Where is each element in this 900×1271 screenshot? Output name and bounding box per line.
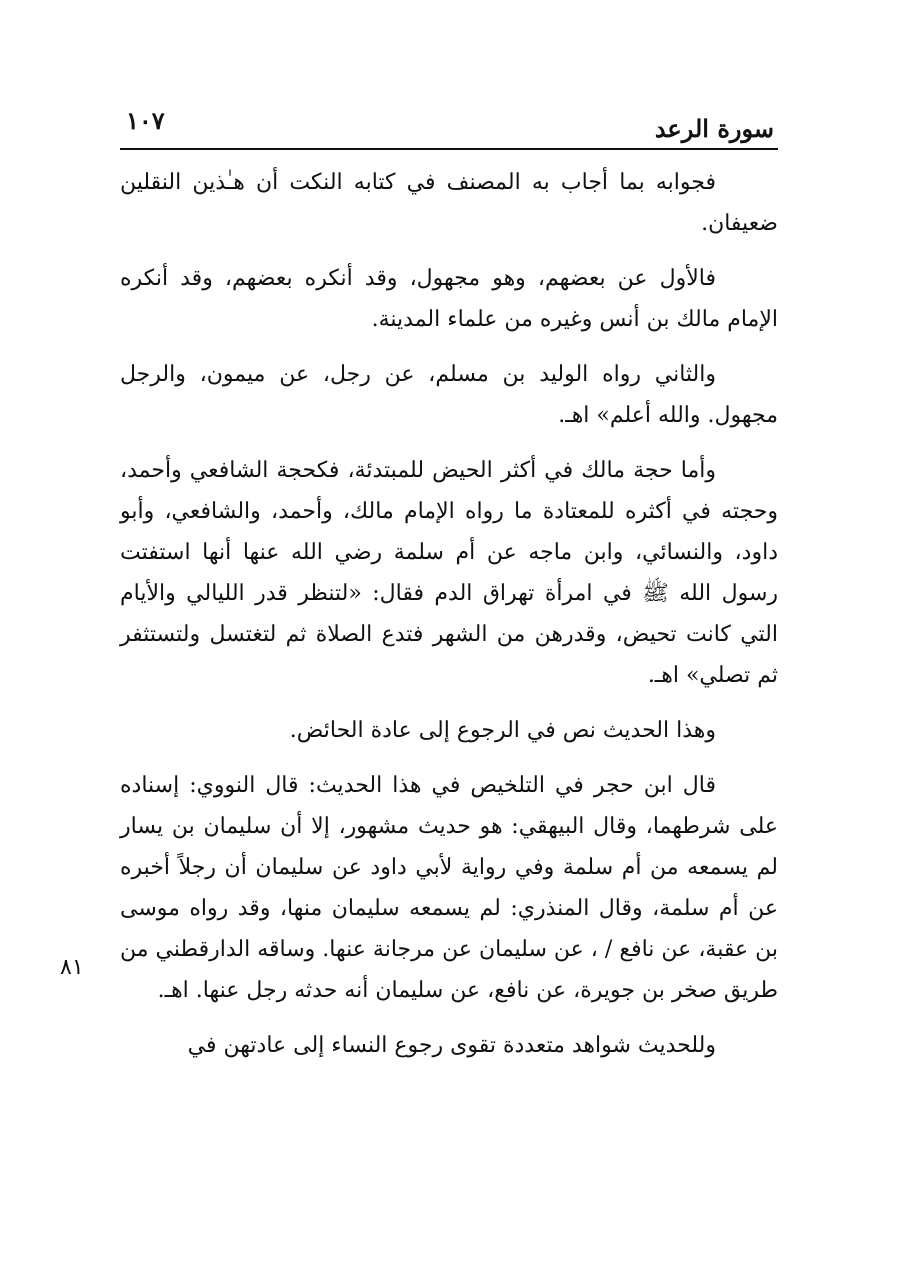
paragraph: وأما حجة مالك في أكثر الحيض للمبتدئة، فكحجة الشافعي وأحمد، وحجته في أكثره للمعتادة ما رواه الإمام مالك، وأحمد، والشافعي، وأبو داود، والنسائي، وابن ماجه عن أم سلمة رضي الله عنها أنها استفتت رسول الله ﷺ في امرأة تهراق الدم فقال: «لتنظر قدر الليالي والأيام التي كانت تحيض، وقدرهن من الشهر فتدع الصلاة ثم لتغتسل ولتستثفر ثم تصلي» اهـ. — [120, 458, 778, 688]
body-text — [120, 162, 778, 1080]
paragraph: وللحديث شواهد متعددة تقوى رجوع النساء إلى عادتهن في — [187, 1033, 716, 1058]
page-number: ١٠٧ — [126, 106, 165, 135]
paragraph: فالأول عن بعضهم، وهو مجهول، وقد أنكره بعضهم، وقد أنكره الإمام مالك بن أنس وغيره من علماء المدينة. — [120, 266, 778, 332]
surah-title: سورة الرعد — [654, 114, 774, 143]
paragraph: وهذا الحديث نص في الرجوع إلى عادة الحائض. — [289, 718, 716, 743]
paragraph: قال ابن حجر في التلخيص في هذا الحديث: قال النووي: إسناده على شرطهما، وقال البيهقي: هو حديث مشهور، إلا أن سليمان بن يسار لم يسمعه من أم سلمة وفي رواية لأبي داود عن سليمان أن رجلاً أخبره عن أم سلمة، وقال المنذري: لم يسمعه سليمان منها، وقد رواه موسى بن عقبة، عن نافع / ، عن سليمان عن مرجانة عنها. وساقه الدارقطني من طريق صخر بن جويرة، عن نافع، عن سليمان أنه حدثه رجل عنها. اهـ. — [120, 773, 778, 1003]
paragraph: والثاني رواه الوليد بن مسلم، عن رجل، عن ميمون، والرجل مجهول. والله أعلم» اهـ. — [120, 362, 778, 428]
paragraph: فجوابه بما أجاب به المصنف في كتابه النكت أن هـٰذين النقلين ضعيفان. — [120, 170, 778, 236]
page-header — [120, 100, 778, 150]
manuscript-folio-number: ٨١ — [60, 955, 84, 980]
